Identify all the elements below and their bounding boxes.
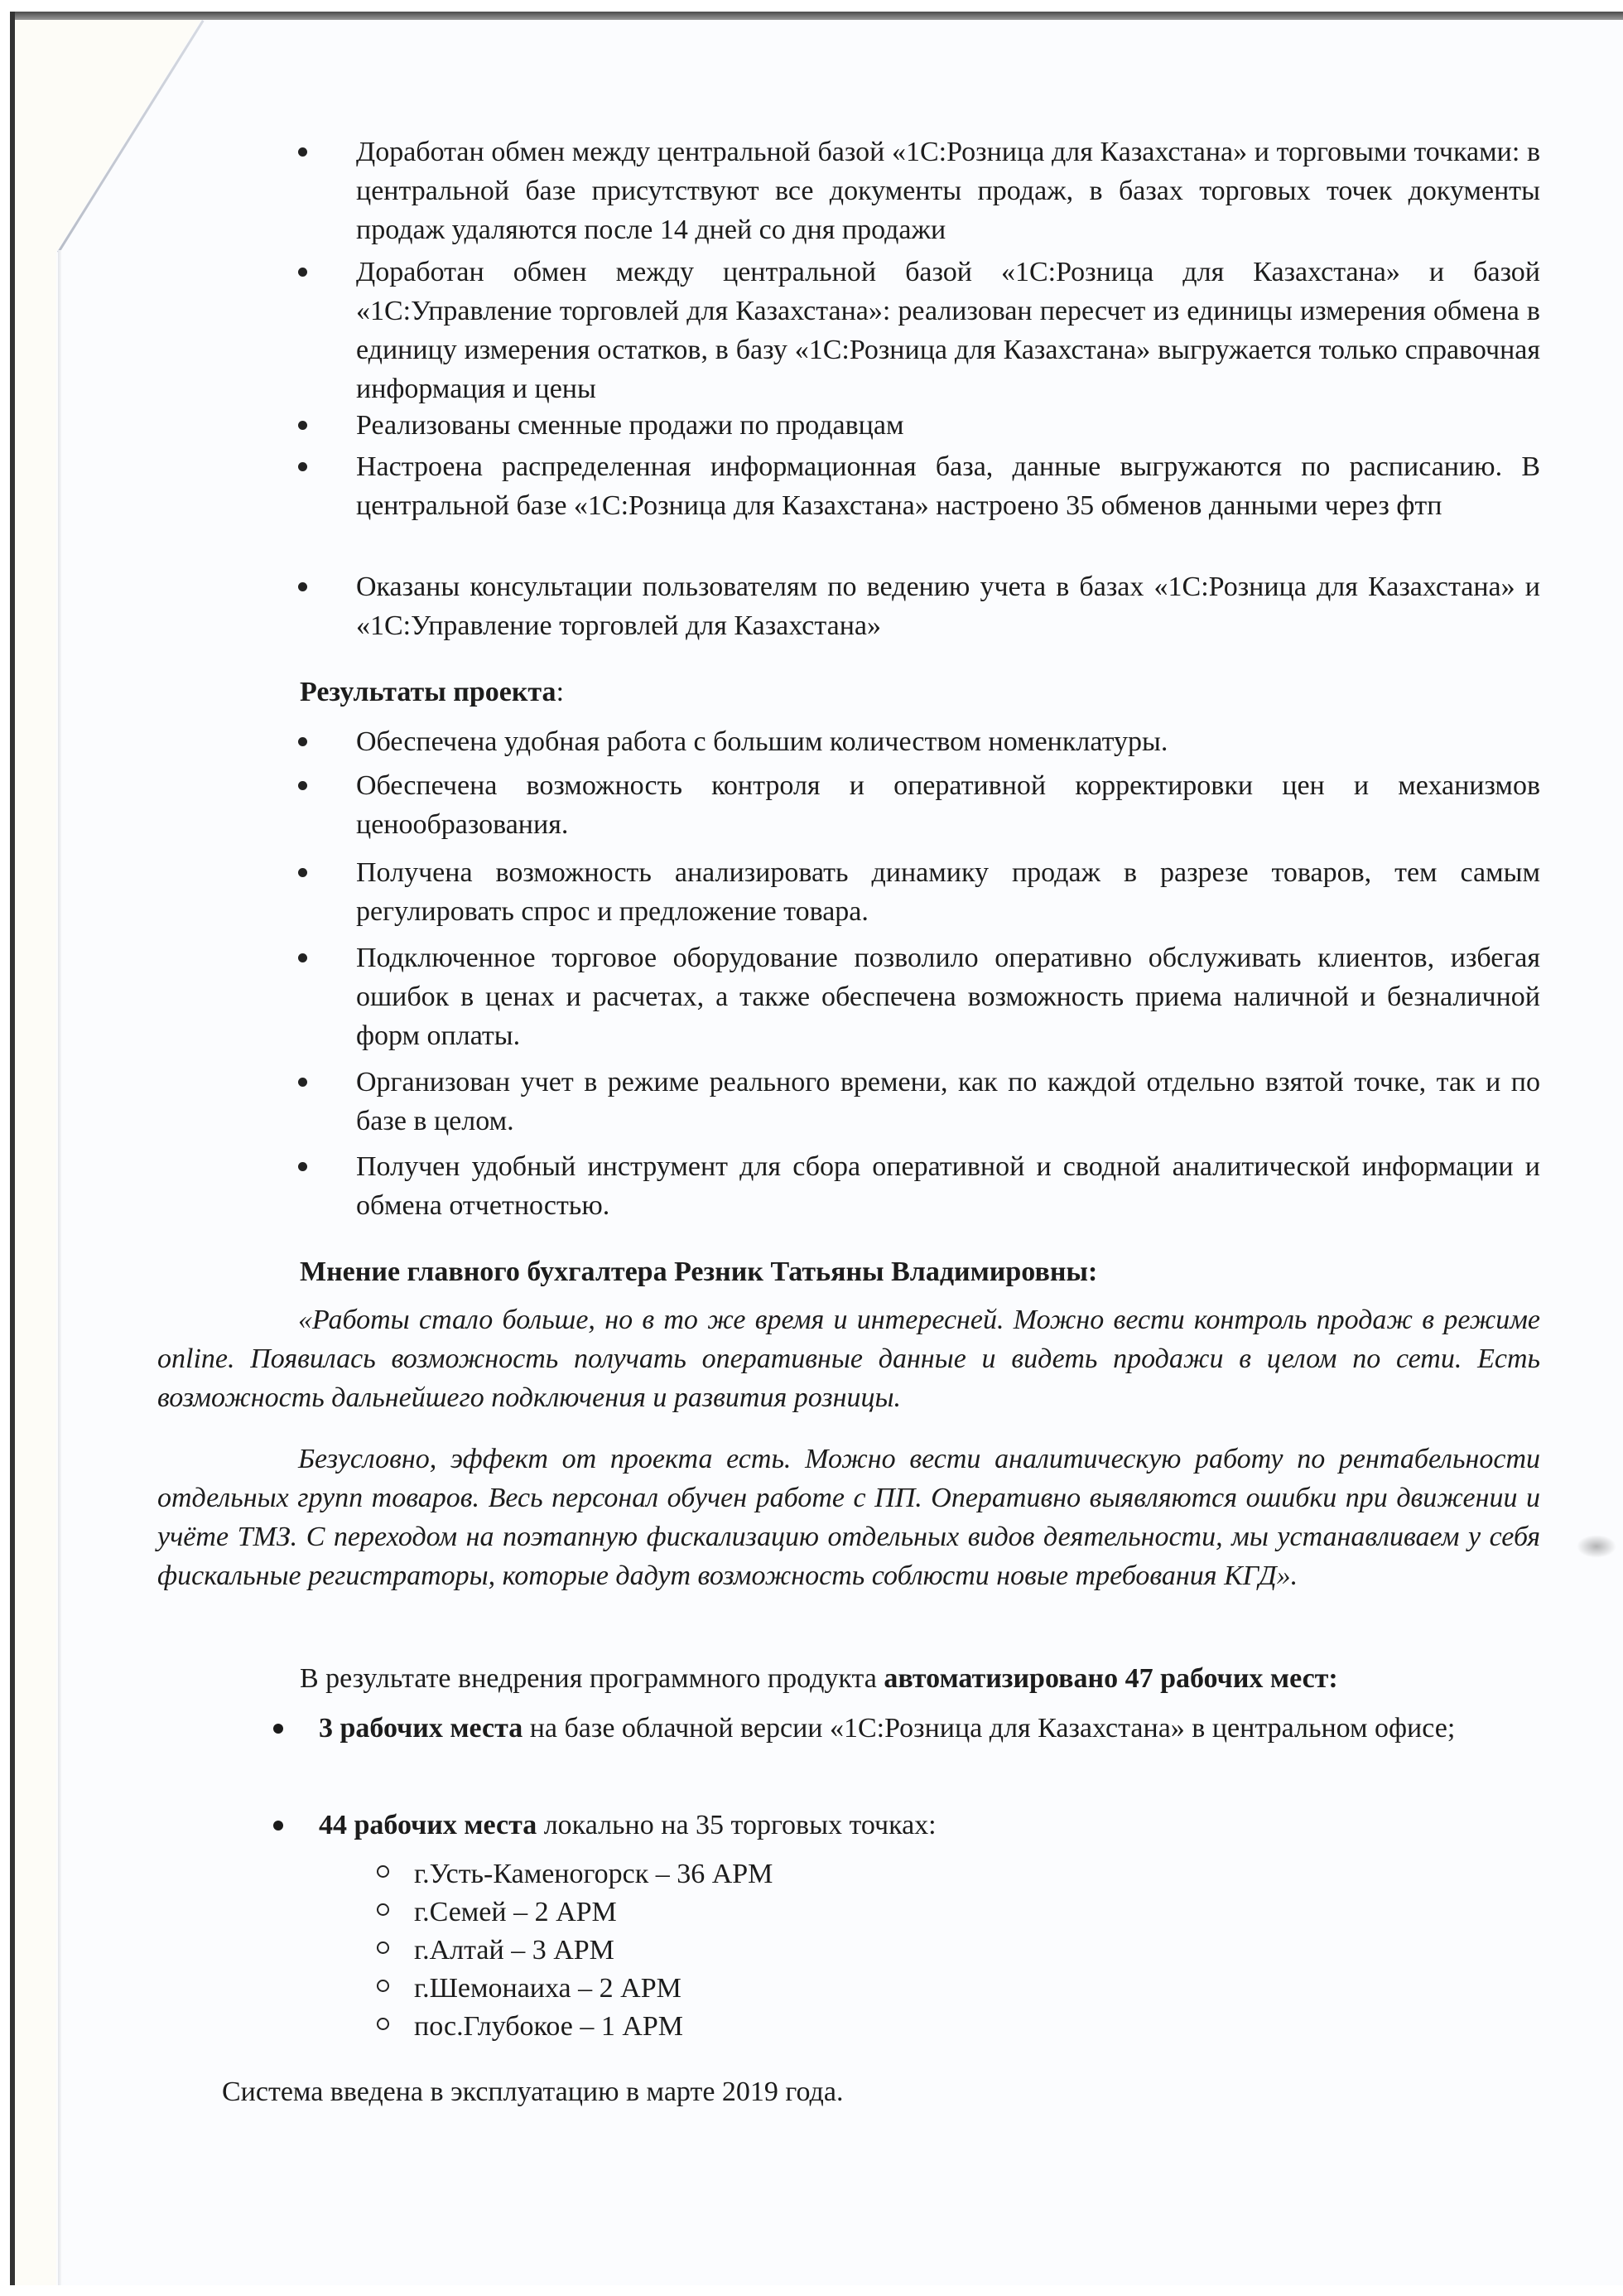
bullet-icon bbox=[298, 582, 307, 591]
result-item: Получен удобный инструмент для сбора оперативной и сводной аналитической информации и обмена отчетностью. bbox=[298, 1147, 1540, 1225]
work-item: Настроена распределенная информационная база, данные выгружаются по расписанию. В центральной базе «1С:Розница для Казахстана» настроено 35 обменов данными через фтп bbox=[298, 447, 1540, 525]
result-item: Получена возможность анализировать динамику продаж в разрезе товаров, тем самым регулировать спрос и предложение товара. bbox=[298, 853, 1540, 931]
bullet-icon bbox=[298, 1078, 307, 1087]
opinion-paragraph: Безусловно, эффект от проекта есть. Можно вести аналитическую работу по рентабельности отдельных групп товаров. Весь персонал обучен работе с ПП. Оперативно выявляются ошибки при движении и учёте ТМЗ. С переходом на поэтапную фискализацию отдельных видов деятельности, мы устанавливаем у себя фискальные регистраторы, которые дадут возможность соблюсти новые требования КГД». bbox=[157, 1444, 1540, 1591]
work-item: Доработан обмен между центральной базой «1С:Розница для Казахстана» и торговыми точками: в центральной базе присутствуют все документы продаж, в базах торговых точек документы продаж удаляются после 14 дней со дня продажи bbox=[298, 133, 1540, 249]
workplace-item: 44 рабочих места локально на 35 торговых точках: bbox=[273, 1806, 1540, 1845]
work-item: Оказаны консультации пользователям по ведению учета в базах «1С:Розница для Казахстана» и «1С:Управление торговлей для Казахстана» bbox=[298, 567, 1540, 645]
bullet-icon bbox=[273, 1724, 283, 1734]
opinion-heading: Мнение главного бухгалтера Резник Татьяны Владимировны: bbox=[300, 1257, 1098, 1287]
bullet-icon bbox=[298, 868, 307, 877]
result-item: Обеспечена удобная работа с большим количеством номенклатуры. bbox=[298, 722, 1540, 761]
result-item: Подключенное торговое оборудование позволило оперативно обслуживать клиентов, избегая ошибок в ценах и расчетах, а также обеспечена возможность приема наличной и безналичной форм оплаты. bbox=[298, 938, 1540, 1055]
bullet-icon bbox=[273, 1821, 283, 1831]
automation-intro: В результате внедрения программного продукта автоматизировано 47 рабочих мест: bbox=[300, 1663, 1338, 1694]
location-item: г.Семей – 2 АРМ bbox=[377, 1893, 617, 1931]
scan-border-left bbox=[10, 12, 15, 2285]
scan-smudge bbox=[1577, 1535, 1616, 1558]
bullet-icon bbox=[298, 1162, 307, 1171]
work-item: Доработан обмен между центральной базой «1С:Розница для Казахстана» и базой «1С:Управление торговлей для Казахстана»: реализован пересчет из единицы измерения обмена в единицу измерения остатков, в базу «1С:Розница для Казахстана» выгружается только справочная информация и цены bbox=[298, 253, 1540, 408]
circle-bullet-icon bbox=[377, 1865, 389, 1878]
circle-bullet-icon bbox=[377, 1941, 389, 1954]
opinion-paragraph: «Работы стало больше, но в то же время и интересней. Можно вести контроль продаж в режиме online. Появилась возможность получать оперативные данные и видеть продажи в целом по сети. Есть возможность дальнейшего подключения и развития розницы. bbox=[157, 1305, 1540, 1413]
location-item: г.Шемонаиха – 2 АРМ bbox=[377, 1970, 681, 2007]
work-item: Реализованы сменные продажи по продавцам bbox=[298, 406, 1540, 445]
scan-border-top bbox=[12, 12, 1623, 20]
location-item: г.Усть-Каменогорск – 36 АРМ bbox=[377, 1855, 773, 1893]
location-item: г.Алтай – 3 АРМ bbox=[377, 1932, 614, 1969]
bullet-icon bbox=[298, 953, 307, 962]
bullet-icon bbox=[298, 421, 307, 430]
fold-edge bbox=[58, 250, 61, 2285]
circle-bullet-icon bbox=[377, 1980, 389, 1992]
bullet-icon bbox=[298, 268, 307, 277]
circle-bullet-icon bbox=[377, 1903, 389, 1916]
results-heading: Результаты проекта: bbox=[300, 677, 565, 707]
result-item: Организован учет в режиме реального времени, как по каждой отдельно взятой точке, так и по базе в целом. bbox=[298, 1063, 1540, 1141]
launch-date-line: Система введена в эксплуатацию в марте 2019 года. bbox=[222, 2077, 844, 2107]
workplace-item: 3 рабочих места на базе облачной версии «1С:Розница для Казахстана» в центральном офисе; bbox=[273, 1709, 1540, 1748]
bullet-icon bbox=[298, 737, 307, 746]
bullet-icon bbox=[298, 147, 307, 157]
circle-bullet-icon bbox=[377, 2018, 389, 2030]
bullet-icon bbox=[298, 781, 307, 790]
result-item: Обеспечена возможность контроля и оперативной корректировки цен и механизмов ценообразования. bbox=[298, 766, 1540, 844]
location-item: пос.Глубокое – 1 АРМ bbox=[377, 2008, 683, 2045]
bullet-icon bbox=[298, 462, 307, 471]
